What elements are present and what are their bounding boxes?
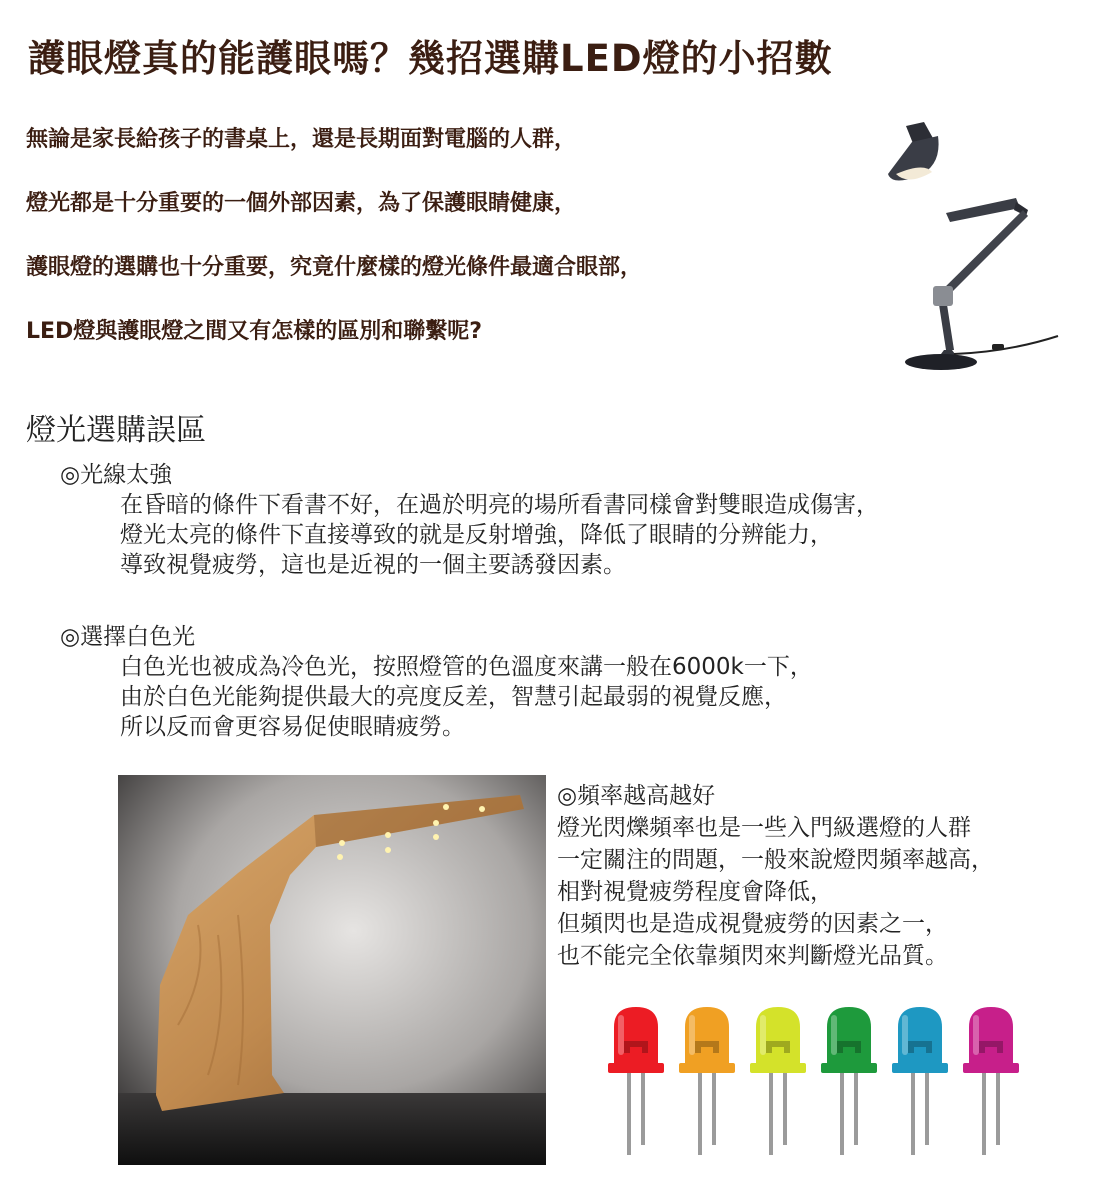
intro-line: 燈光都是十分重要的一個外部因素，為了保護眼睛健康， <box>26 191 577 216</box>
tip-line: 由於白色光能夠提供最大的亮度反差，智慧引起最弱的視覺反應， <box>120 684 787 710</box>
tip-item-strong-light <box>60 460 879 580</box>
led-bulbs-image <box>604 1005 1024 1175</box>
tip-line: 相對視覺疲勞程度會降低， <box>557 879 833 905</box>
intro-line: 護眼燈的選購也十分重要，究竟什麼樣的燈光條件最適合眼部， <box>26 255 643 280</box>
tip-line: 白色光也被成為冷色光，按照燈管的色溫度來講一般在6000k一下， <box>120 654 813 680</box>
tip-heading: ◎頻率越高越好 <box>557 783 716 809</box>
tip-item-frequency <box>557 780 994 972</box>
tip-line: 也不能完全依靠頻閃來判斷燈光品質。 <box>557 943 948 969</box>
led-bulb-icon <box>608 1007 664 1155</box>
led-bulb-icon <box>750 1007 806 1155</box>
tip-line: 但頻閃也是造成視覺疲勞的因素之一， <box>557 911 948 937</box>
wooden-led-lamp-photo <box>118 775 546 1165</box>
led-bulb-icon <box>821 1007 877 1155</box>
intro-line: 無論是家長給孩子的書桌上，還是長期面對電腦的人群， <box>26 127 577 152</box>
tip-line: 導致視覺疲勞，這也是近視的一個主要誘發因素。 <box>120 552 626 578</box>
tip-line: 在昏暗的條件下看書不好，在過於明亮的場所看書同樣會對雙眼造成傷害， <box>120 492 879 518</box>
intro-line: LED燈與護眼燈之間又有怎樣的區別和聯繫呢? <box>26 319 483 344</box>
tip-line: 燈光閃爍頻率也是一些入門級選燈的人群 <box>557 815 971 841</box>
tip-line: 所以反而會更容易促使眼睛疲勞。 <box>120 714 465 740</box>
tip-item-white-light <box>60 622 813 742</box>
tip-line: 燈光太亮的條件下直接導致的就是反射增強，降低了眼睛的分辨能力， <box>120 522 833 548</box>
desk-lamp-image <box>878 118 1078 373</box>
section-title: 燈光選購誤區 <box>26 413 206 448</box>
led-bulb-icon <box>892 1007 948 1155</box>
led-bulb-icon <box>963 1007 1019 1155</box>
tip-heading: ◎光線太強 <box>60 462 173 488</box>
intro-paragraph <box>26 125 866 381</box>
tip-heading: ◎選擇白色光 <box>60 624 196 650</box>
tip-line: 一定關注的問題，一般來說燈閃頻率越高， <box>557 847 994 873</box>
page-title: 護眼燈真的能護眼嗎？幾招選購LED燈的小招數 <box>28 37 833 80</box>
led-bulb-icon <box>679 1007 735 1155</box>
